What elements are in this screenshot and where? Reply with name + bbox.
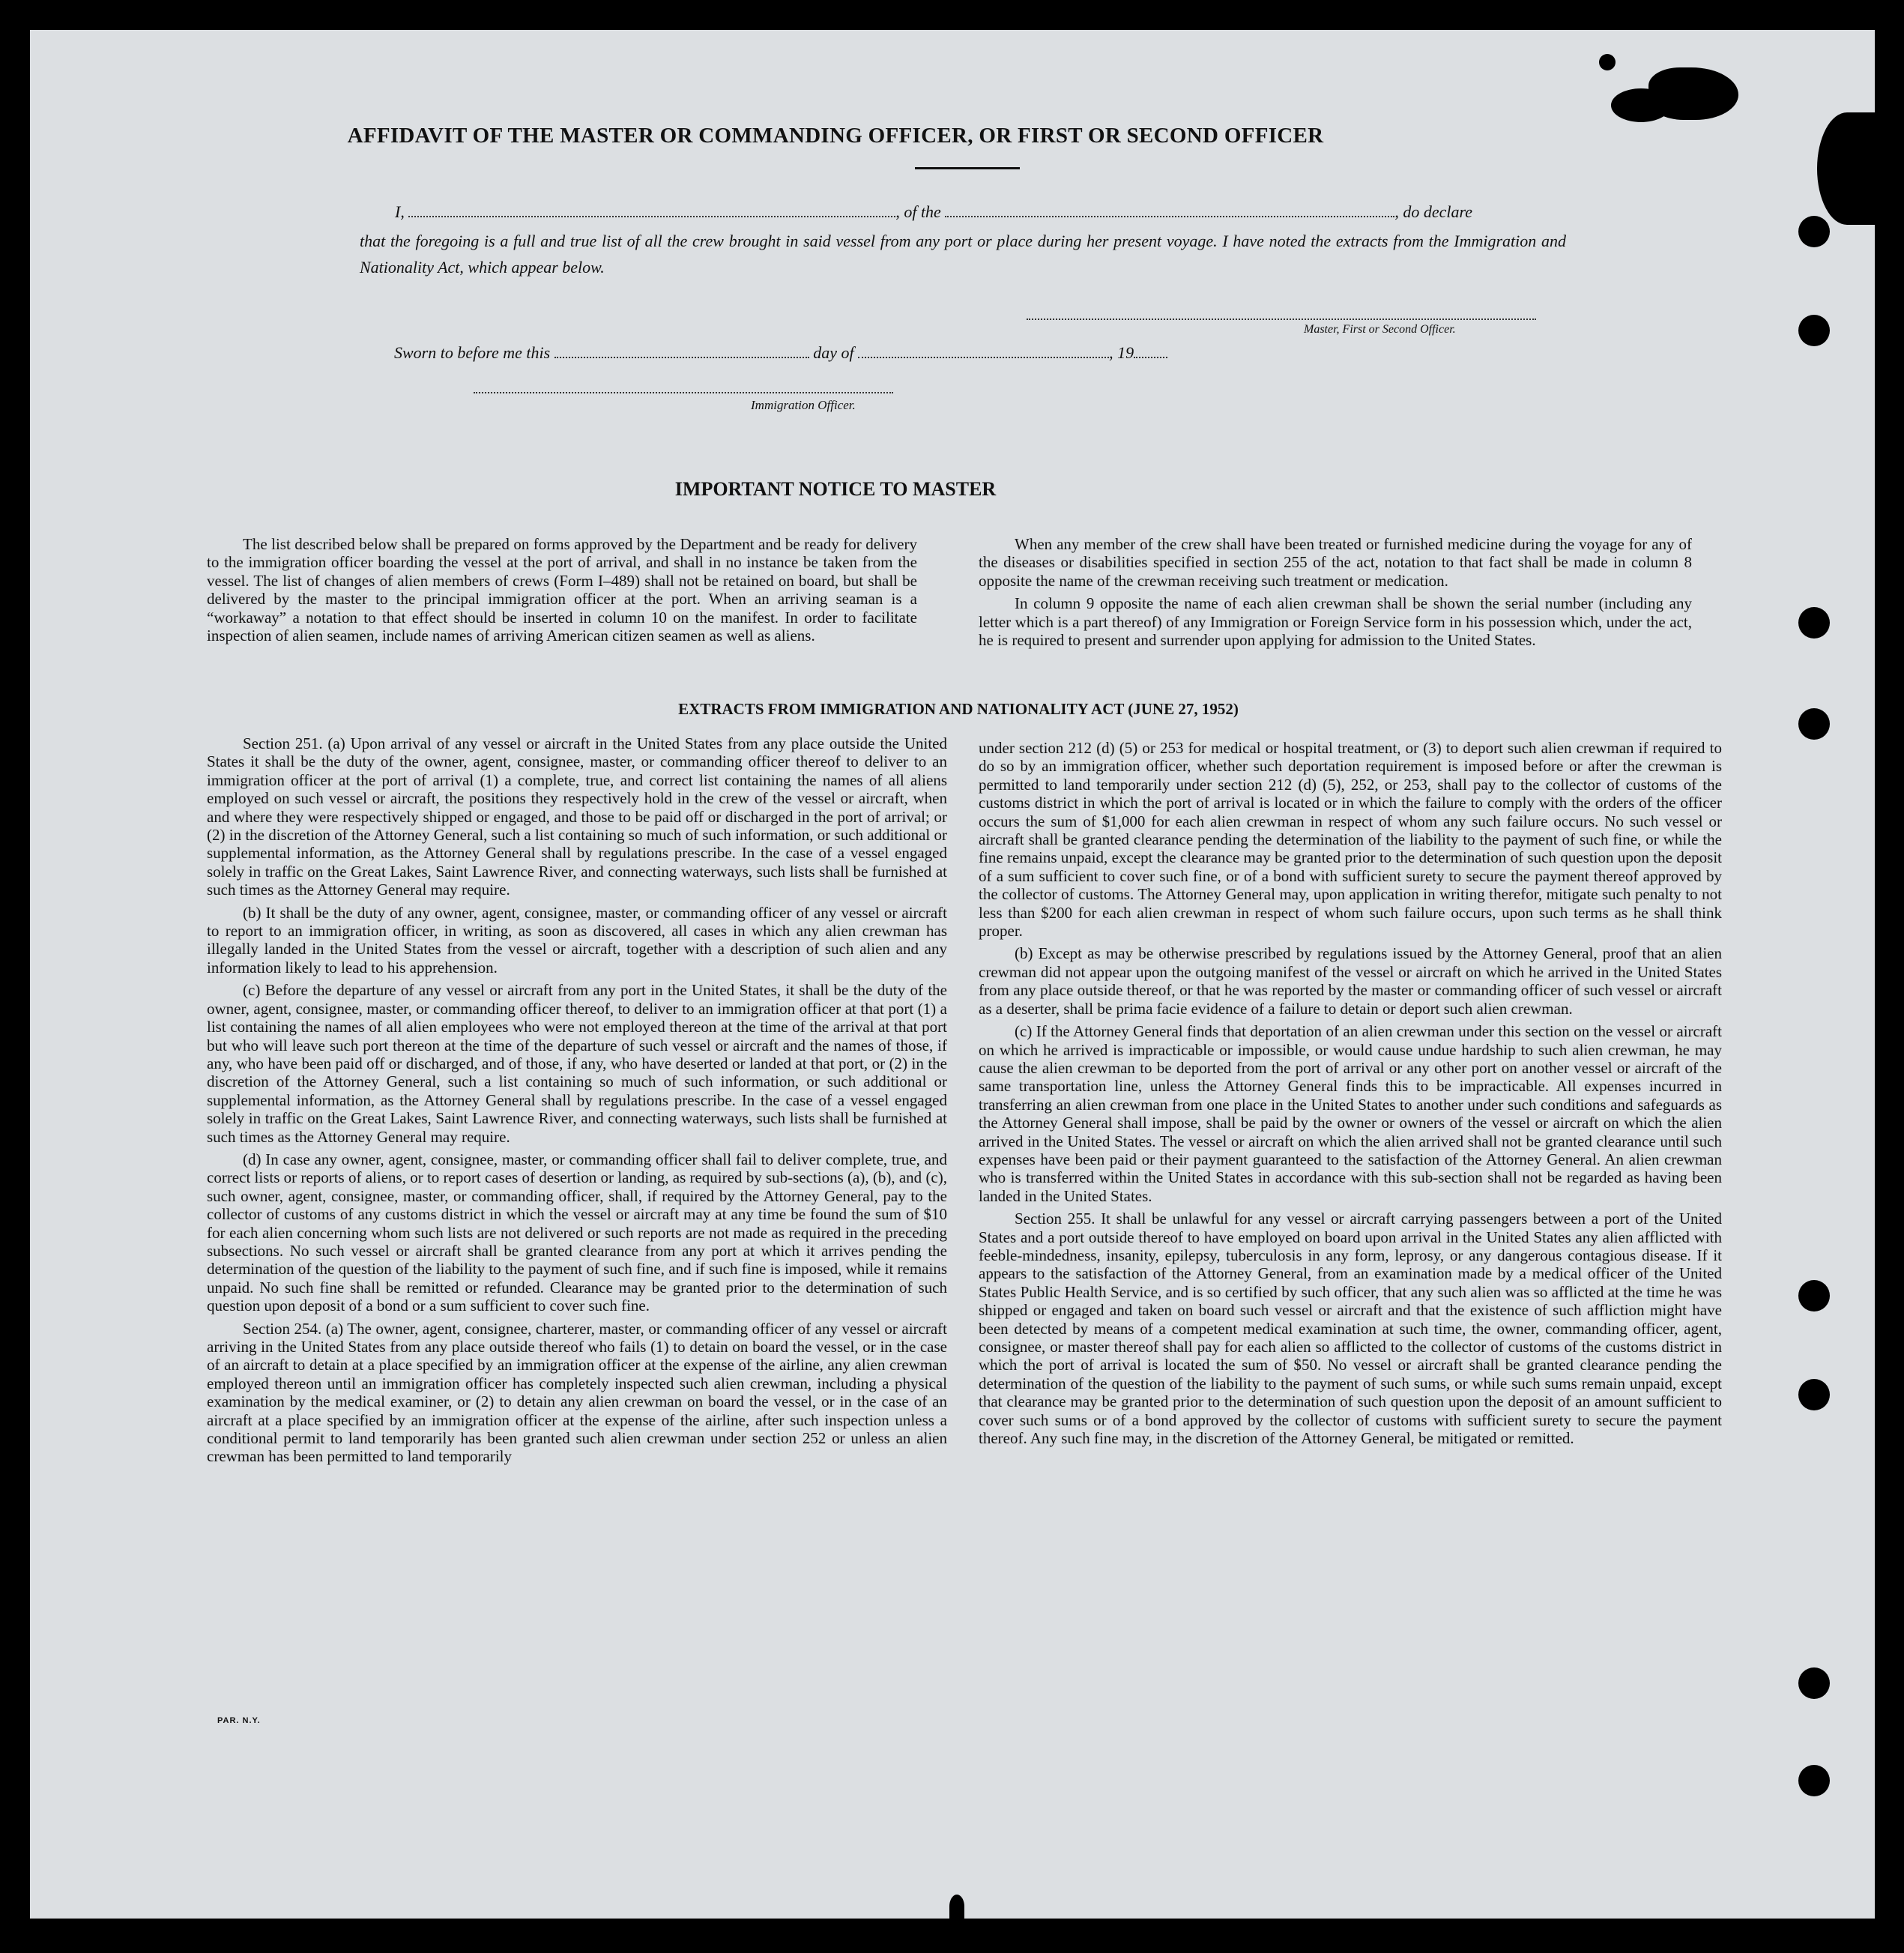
title-rule	[915, 167, 1020, 169]
officer-signature-line[interactable]	[474, 392, 893, 393]
bottom-tear	[949, 1895, 964, 1919]
master-signature-label: Master, First or Second Officer.	[1304, 323, 1456, 336]
document-page	[30, 30, 1875, 1919]
sworn-line	[394, 342, 1167, 363]
section-254c: (c) If the Attorney General finds that deportation of an alien crewman under this section on the vessel or aircraft on which he arrived is impracticable or impossible, or would cause undue hardship to such alien crewman, he may cause the alien crewman to be deported from the port of arrival or any other port on another vessel or aircraft of the same transportation line, unless the Attorney General finds this to be impracticable. All expenses incurred in transferring an alien crewman from one place in the United States to another under such conditions and safeguards as the Attorney General shall impose, shall be paid by the owner or owners of the vessel or aircraft on which the alien arrived in the United States. The vessel or aircraft on which the alien arrived shall not be granted clearance until such expenses have been paid or their payment guaranteed to the satisfaction of the Attorney General. An alien crewman who is transferred within the United States in accordance with this sub-section shall not be regarded as having been landed in the United States.	[979, 1022, 1722, 1205]
section-251c: (c) Before the departure of any vessel or aircraft from any port in the United States, it shall be the duty of the owner, agent, consignee, master, or commanding officer thereof, to deliver to an immigration officer at that port (1) a list containing the names of all alien employees who were not employed thereon at the time of the arrival at that port but who will leave such port thereon at the time of the departure of such vessel or aircraft and the names of those, if any, who have been paid off or discharged, and of those, if any, who have deserted or landed at that port, or (2) in the discretion of the Attorney General, such a list containing so much of such information, or such additional or supplemental information, as the Attorney General shall by regulations prescribe. In the case of a vessel engaged solely in traffic on the Great Lakes, Saint Lawrence River, and connecting waterways, such lists shall be furnished at such times as the Attorney General may require.	[207, 981, 947, 1146]
section-251b: (b) It shall be the duty of any owner, agent, consignee, master, or commanding officer of any vessel or aircraft to report to an immigration officer, in writing, as soon as discovered, all cases in which any alien crewman has illegally landed in the United States from the vessel or aircraft, together with a description of such alien and any information likely to lead to his apprehension.	[207, 903, 947, 976]
torn-corner-blot	[1611, 88, 1671, 122]
binder-hole	[1798, 1765, 1830, 1796]
section-251a: Section 251. (a) Upon arrival of any vessel or aircraft in the United States from any place outside the United States it shall be the duty of the owner, agent, consignee, master, or commanding officer thereof to deliver to an immigration officer at the port of arrival (1) a complete, true, and correct list containing the names of all aliens employed on such vessel or aircraft, the positions they respectively hold in the crew of the vessel or aircraft, when and where they were respectively shipped or engaged, and those to be paid off or discharged in the port of arrival; or (2) in the discretion of the Attorney General, such a list containing so much of such information, or such additional or supplemental information, as the Attorney General shall by regulations prescribe. In the case of a vessel engaged solely in traffic on the Great Lakes, Saint Lawrence River, and connecting waterways, such lists shall be furnished at such times as the Attorney General may require.	[207, 734, 947, 899]
torn-corner-blot	[1599, 54, 1616, 70]
section-251d: (d) In case any owner, agent, consignee, master, or commanding officer shall fail to deliver complete, true, and correct lists or reports of aliens, or to report cases of desertion or landing, as required by sub-sections (a), (b), and (c), such owner, agent, consignee, master, or commanding officer, shall, if required by the Attorney General, pay to the collector of customs of any customs district in which the vessel or aircraft may at any time be found the sum of $10 for each alien concerning whom such lists are not delivered or such reports are not made as required in the preceding subsections. No such vessel or aircraft shall be granted clearance from any port at which it arrives pending the determination of the question of the liability to the payment of such fine, and if such fine is imposed, while it remains unpaid. No such fine shall be remitted or refunded. Clearance may be granted prior to the determination of such question upon deposit of a bond or a sum sufficient to cover such fine.	[207, 1150, 947, 1315]
sworn-label: Sworn to before me this	[394, 343, 551, 362]
binder-hole	[1798, 708, 1830, 740]
year-blank[interactable]	[1134, 342, 1167, 358]
section-255: Section 255. It shall be unlawful for any vessel or aircraft carrying passengers between a port of the United States and a port outside thereof to have employed on board upon arrival in the United States any alien afflicted with feeble-mindedness, insanity, epilepsy, tuberculosis in any form, leprosy, or any dangerous contagious disease. If it appears to the satisfaction of the Attorney General, from an examination made by a medical officer of the United States Public Health Service, and is so certified by such officer, that any such alien was so afflicted at the time he was shipped or engaged and taken on board such vessel or aircraft and that the existence of such affliction might have been detected by means of a competent medical examination at such time, the owner, commanding officer, agent, consignee, or master thereof shall pay for each alien so afflicted to the collector of customs of the customs district in which the port of arrival is located the sum of $50. No vessel or aircraft shall be granted clearance pending the determination of the question of the liability to the payment of such sums, or while such sums remain unpaid, except that clearance may be granted prior to the determination of such question upon the deposit of an amount sufficient to cover such sums or of a bond approved by the collector of customs with sufficient surety to secure the payment thereof. Any such fine may, in the discretion of the Attorney General, be mitigated or remitted.	[979, 1210, 1722, 1448]
year-label: , 19	[1109, 343, 1134, 362]
binder-hole	[1798, 1280, 1830, 1311]
vessel-blank[interactable]	[945, 201, 1394, 217]
master-signature-line[interactable]	[1027, 319, 1536, 320]
i-label: I,	[395, 202, 405, 221]
notice-title: IMPORTANT NOTICE TO MASTER	[674, 478, 997, 500]
section-254a-continued: under section 212 (d) (5) or 253 for medical or hospital treatment, or (3) to deport such alien crewman if required to do so by an immigration officer, whether such deportation requirement is imposed before or after the crewman is permitted to land temporarily under section 212 (d) (5), 252, or 253, shall pay to the collector of customs of the customs district in which the port of arrival is located or in which the failure to comply with the orders of the officer occurs the sum of $1,000 for each alien crewman in respect of whom any such failure occurs. No such vessel or aircraft shall be granted clearance pending the determination of the liability to the payment of such fine, or while the fine remains unpaid, except the clearance may be granted prior to the determination of such question upon the deposit of a sum sufficient to cover such fine, or of a bond with sufficient surety to secure the payment thereof approved by the collector of customs. The Attorney General may, upon application in writing therefor, mitigate such penalty to not less than $200 for each alien crewman in respect of whom such failure occurs, upon such terms as he shall think proper.	[979, 739, 1722, 941]
notice-right-paragraph-1: When any member of the crew shall have been treated or furnished medicine during the voyage for any of the diseases or disabilities specified in section 255 of the act, notation to that fact shall be made in column 8 opposite the name of the crewman receiving such treatment or medication.	[979, 535, 1692, 590]
affidavit-title: AFFIDAVIT OF THE MASTER OR COMMANDING OFFICER, OR FIRST OR SECOND OFFICER	[347, 124, 1324, 148]
binder-hole	[1798, 607, 1830, 639]
do-declare-label: , do declare	[1394, 202, 1472, 221]
notice-right-paragraph-2: In column 9 opposite the name of each alien crewman shall be shown the serial number (including any letter which is a part thereof) of any Immigration or Foreign Service form in his possession which, under the act, he is required to present and surrender upon applying for admission to the United States.	[979, 594, 1692, 650]
notice-right-column	[979, 535, 1692, 649]
notice-left-column	[207, 535, 917, 645]
sworn-day-blank[interactable]	[554, 342, 809, 358]
of-the-label: , of the	[895, 202, 941, 221]
printer-mark: PAR. N.Y.	[217, 1716, 261, 1725]
notice-left-paragraph: The list described below shall be prepared on forms approved by the Department and be ready for delivery to the immigration officer boarding the vessel at the port of arrival, and shall in no instance be taken from the vessel. The list of changes of alien members of crews (Form I–489) shall not be retained on board, but shall be delivered by the master to the principal immigration officer at the port. When an arriving seaman is a “workaway” a notation to that effect should be inserted in column 10 on the manifest. In order to facilitate inspection of alien seamen, include names of arriving American citizen seamen as well as aliens.	[207, 535, 917, 645]
section-254b: (b) Except as may be otherwise prescribed by regulations issued by the Attorney General, proof that an alien crewman did not appear upon the outgoing manifest of the vessel or aircraft on which he arrived in the United States from any place outside thereof, or that he was reported by the master or commanding officer of such vessel or aircraft as a deserter, shall be prima facie evidence of a failure to detain or deport such alien crewman.	[979, 944, 1722, 1018]
binder-hole	[1798, 315, 1830, 346]
binder-hole	[1798, 1667, 1830, 1699]
declaration-line	[395, 201, 1579, 222]
binder-hole	[1798, 216, 1830, 247]
day-of-label: day of	[813, 343, 854, 362]
torn-corner-blot	[1817, 112, 1877, 225]
officer-signature-label: Immigration Officer.	[751, 398, 856, 412]
sworn-month-blank[interactable]	[858, 342, 1109, 358]
extracts-title: EXTRACTS FROM IMMIGRATION AND NATIONALITY ACT (JUNE 27, 1952)	[678, 700, 1239, 718]
section-254a: Section 254. (a) The owner, agent, consignee, charterer, master, or commanding officer of any vessel or aircraft arriving in the United States from any place outside thereof who fails (1) to detain on board the vessel, or in the case of an aircraft to detain at a place specified by an immigration officer at the expense of the airline, any alien crewman employed thereon until an immigration officer has completely inspected such alien crewman, including a physical examination by the medical examiner, or (2) to detain any alien crewman on board the vessel, or in the case of an aircraft at a place specified by an immigration officer at the expense of the airline, after such inspection unless a conditional permit to land temporarily has been granted such alien crewman under section 252 or unless an alien crewman has been permitted to land temporarily	[207, 1319, 947, 1466]
declaration-text: that the foregoing is a full and true list of all the crew brought in said vessel from any port or place during her present voyage. I have noted the extracts from the Immigration and Nationality Act, which appear below.	[360, 232, 1566, 277]
extracts-left-column	[207, 734, 947, 1466]
name-blank[interactable]	[408, 201, 895, 217]
extracts-right-column	[979, 739, 1722, 1447]
binder-hole	[1798, 1379, 1830, 1410]
